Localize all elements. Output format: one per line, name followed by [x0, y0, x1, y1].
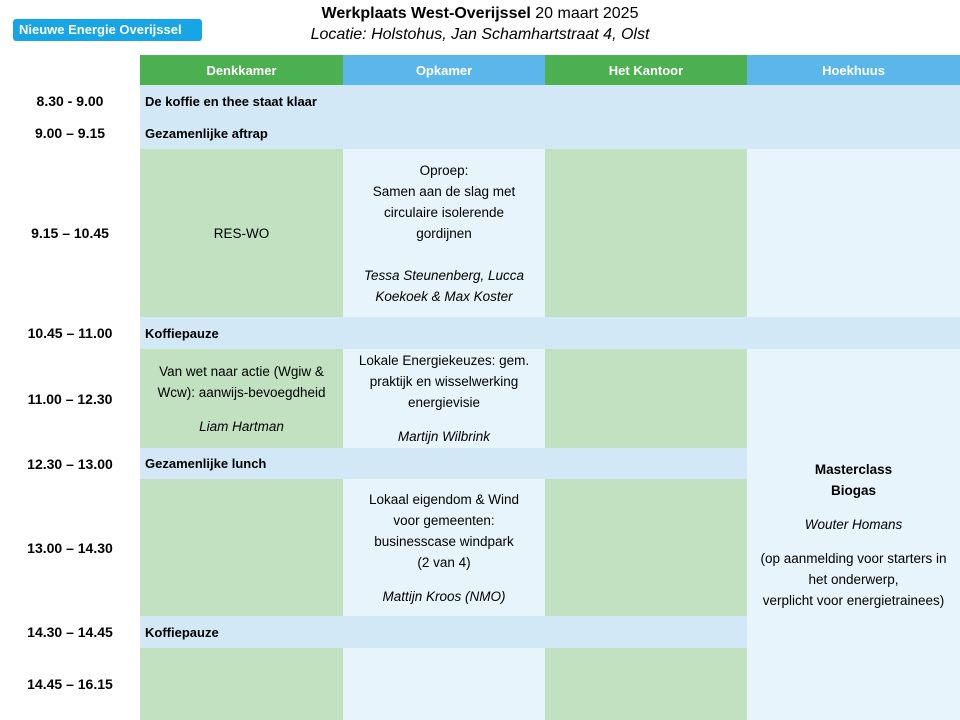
session-title-line: gordijnen	[416, 225, 472, 241]
session-note: het onderwerp,	[808, 571, 899, 587]
session-title-line: Samen aan de slag met	[372, 183, 516, 199]
session-speaker: Martijn Wilbrink	[397, 429, 491, 444]
logo: Nieuwe Energie Overijssel	[13, 19, 202, 41]
session-wet-naar-actie	[140, 349, 343, 448]
session-title-line: Van wet naar actie (Wgiw &	[159, 363, 324, 379]
session-title-line: Wcw): aanwijs-bevoegdheid	[157, 384, 326, 400]
session-title-line: Masterclass	[814, 461, 893, 477]
band-coffee-break: Koffiepauze	[140, 317, 960, 349]
session-note: verplicht voor energietrainees)	[762, 592, 945, 608]
title-line	[190, 3, 770, 24]
session-note: (op aanmelding voor starters in	[760, 550, 947, 566]
time-slot: 14.30 – 14.45	[27, 624, 113, 640]
empty-slot	[140, 479, 343, 616]
session-speaker: Mattijn Kroos (NMO)	[382, 588, 506, 604]
empty-slot	[545, 479, 747, 616]
empty-slot	[140, 648, 343, 720]
band-coffee-tea: De koffie en thee staat klaar	[140, 85, 960, 117]
time-slot: 9.00 – 9.15	[34, 125, 106, 141]
empty-slot	[343, 648, 545, 720]
empty-slot	[545, 648, 747, 720]
session-title-line: businesscase windpark	[374, 533, 514, 549]
session-masterclass-biogas	[747, 349, 960, 720]
session-title-line: circulaire isolerende	[383, 204, 505, 220]
band-kickoff: Gezamenlijke aftrap	[140, 117, 960, 149]
session-title: RES-WO	[213, 225, 270, 241]
session-speakers: Tessa Steunenberg, Lucca	[363, 267, 525, 283]
empty-slot	[747, 149, 960, 317]
event-location: Locatie: Holstohus, Jan Schamhartstraat 4, Olst	[310, 26, 650, 43]
band-coffee-break: Koffiepauze	[140, 616, 747, 648]
event-name: Werkplaats West-Overijssel	[321, 5, 531, 22]
room-header-opkamer: Opkamer	[343, 55, 545, 85]
session-title-line: Oproep:	[419, 162, 469, 178]
band-lunch: Gezamenlijke lunch	[140, 448, 747, 479]
session-title-line: praktijk en wisselwerking	[369, 374, 519, 389]
time-slot: 14.45 – 16.15	[27, 676, 113, 692]
session-title-line: Lokaal eigendom & Wind	[368, 491, 520, 507]
session-title-line: voor gemeenten:	[393, 512, 495, 528]
time-slot: 13.00 – 14.30	[27, 539, 113, 556]
event-date: 20 maart 2025	[535, 5, 639, 22]
session-speaker: Liam Hartman	[199, 418, 284, 434]
empty-slot	[545, 349, 747, 448]
session-title-line: energievisie	[407, 395, 481, 410]
session-title-line: Lokale Energiekeuzes: gem.	[358, 353, 530, 368]
session-title-line: Biogas	[830, 482, 876, 498]
session-oproep	[343, 149, 545, 317]
session-speaker: Wouter Homans	[804, 516, 903, 532]
session-lokaal-eigendom-wind	[343, 479, 545, 616]
time-slot: 9.15 – 10.45	[31, 225, 109, 241]
time-slot: 11.00 – 12.30	[27, 390, 113, 407]
empty-slot	[545, 149, 747, 317]
session-lokale-energiekeuzes	[343, 349, 545, 448]
session-speakers: Koekoek & Max Koster	[375, 288, 513, 304]
room-header-het-kantoor: Het Kantoor	[545, 55, 747, 85]
session-res-wo	[140, 149, 343, 317]
time-slot: 8.30 - 9.00	[36, 93, 104, 109]
time-slot: 12.30 – 13.00	[27, 455, 113, 472]
session-title-line: (2 van 4)	[417, 554, 471, 570]
room-header-hoekhuus: Hoekhuus	[747, 55, 960, 85]
room-header-denkkamer: Denkkamer	[140, 55, 343, 85]
time-slot: 10.45 – 11.00	[27, 325, 113, 341]
page-title	[190, 3, 770, 45]
